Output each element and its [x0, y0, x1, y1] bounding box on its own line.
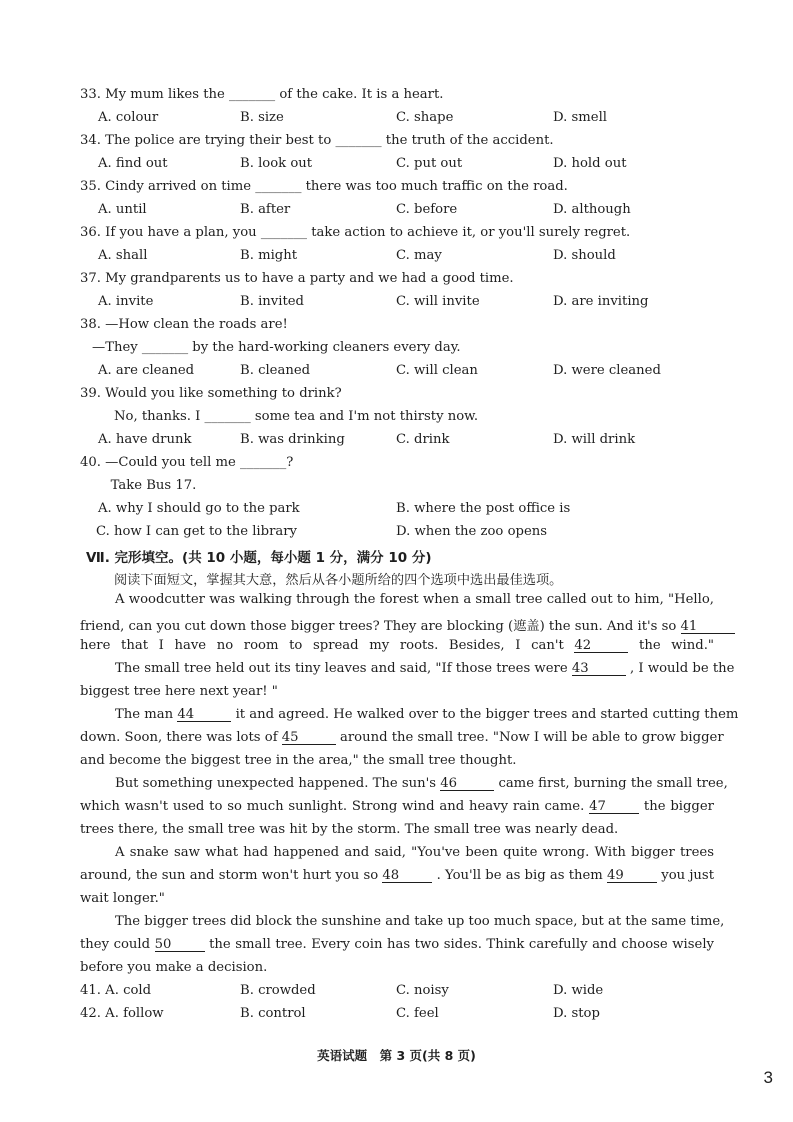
passage-line: A snake saw what had happened and said, "You've been quite wrong. With bigger trees: [115, 845, 714, 860]
option-b: B. size: [240, 110, 284, 125]
option-c: C. drink: [396, 432, 450, 447]
section-instruction: 阅读下面短文，掌握其大意，然后从各小题所给的四个选项中选出最佳选项。: [114, 573, 563, 588]
option-d: D. stop: [553, 1006, 600, 1021]
options-41: [80, 983, 740, 1001]
option-d: D. were cleaned: [553, 363, 661, 378]
passage-text: friend, can you cut down those bigger trees? They are blocking (遮盖) the sun. And it's so: [80, 619, 677, 634]
option-b: B. look out: [240, 156, 313, 171]
question-34: 34. The police are trying their best to _______ the truth of the accident.: [80, 133, 554, 148]
option-a: 41. A. cold: [80, 983, 152, 998]
passage-text: came first, burning the small tree,: [498, 776, 728, 791]
question-36: 36. If you have a plan, you _______ take action to achieve it, or you'll surely regret.: [80, 225, 631, 240]
option-a: A. shall: [98, 248, 148, 263]
option-b: B. after: [240, 202, 291, 217]
option-d: D. should: [553, 248, 616, 263]
option-a: A. invite: [98, 294, 154, 309]
options-38: [98, 363, 738, 381]
option-d: D. are inviting: [553, 294, 649, 309]
passage-text: here that I have no room to spread my roots. Besides, I can't: [80, 638, 564, 653]
option-c: C. will invite: [396, 294, 480, 309]
passage-text: the bigger: [643, 799, 714, 814]
options-37: [98, 294, 738, 312]
options-33: [98, 110, 738, 128]
blank-47: 47: [589, 800, 639, 814]
passage-text: which wasn't used to so much sunlight. Strong wind and heavy rain came.: [80, 799, 585, 814]
option-d: D. smell: [553, 110, 607, 125]
options-42: [80, 1006, 740, 1024]
question-40-reply: Take Bus 17.: [98, 478, 197, 493]
passage-line: [80, 615, 714, 635]
passage-text: they could: [80, 937, 151, 952]
section-title: Ⅶ. 完形填空。(共 10 小题，每小题 1 分，满分 10 分): [86, 550, 432, 566]
question-39: 39. Would you like something to drink?: [80, 386, 342, 401]
option-b: B. invited: [240, 294, 304, 309]
passage-line: A woodcutter was walking through the forest when a small tree called out to him, "Hello,: [115, 592, 714, 607]
options-36: [98, 248, 738, 266]
option-c: C. will clean: [396, 363, 478, 378]
option-a: A. why I should go to the park: [98, 501, 300, 516]
option-a: 42. A. follow: [80, 1006, 164, 1021]
options-35: [98, 202, 738, 220]
option-b: B. where the post office is: [396, 501, 571, 516]
passage-line: and become the biggest tree in the area," the small tree thought.: [80, 753, 517, 768]
question-37: 37. My grandparents us to have a party and we had a good time.: [80, 271, 514, 286]
option-d: D. hold out: [553, 156, 627, 171]
passage-text: The man: [115, 707, 174, 722]
option-c: C. before: [396, 202, 458, 217]
passage-line: [80, 730, 724, 750]
passage-text: the wind.": [639, 638, 714, 653]
blank-50: 50: [155, 938, 205, 952]
option-d: D. although: [553, 202, 631, 217]
option-d: D. will drink: [553, 432, 636, 447]
passage-line: [80, 638, 714, 658]
passage-line: trees there, the small tree was hit by the storm. The small tree was nearly dead.: [80, 822, 619, 837]
option-b: B. was drinking: [240, 432, 345, 447]
passage-line: before you make a decision.: [80, 960, 268, 975]
question-40: 40. —Could you tell me _______?: [80, 455, 294, 470]
option-b: B. control: [240, 1006, 306, 1021]
passage-line: wait longer.": [80, 891, 165, 906]
blank-48: 48: [382, 869, 432, 883]
option-a: A. colour: [98, 110, 159, 125]
passage-line: [80, 799, 714, 819]
blank-44: 44: [177, 708, 231, 722]
passage-text: But something unexpected happened. The sun's: [115, 776, 437, 791]
passage-line: [80, 868, 714, 888]
options-40-row2: [96, 524, 736, 542]
passage-line: biggest tree here next year! ": [80, 684, 278, 699]
option-a: A. have drunk: [98, 432, 192, 447]
passage-line: The bigger trees did block the sunshine and take up too much space, but at the same time,: [115, 914, 725, 929]
passage-text: . You'll be as big as them: [436, 868, 603, 883]
option-c: C. feel: [396, 1006, 439, 1021]
option-b: B. cleaned: [240, 363, 311, 378]
blank-46: 46: [440, 777, 494, 791]
options-34: [98, 156, 738, 174]
passage-text: around the small tree. "Now I will be able to grow bigger: [340, 730, 724, 745]
option-c: C. noisy: [396, 983, 449, 998]
blank-43: 43: [572, 662, 626, 676]
option-b: B. might: [240, 248, 298, 263]
blank-42: 42: [574, 639, 628, 653]
page-footer: 英语试题 第 3 页(共 8 页): [317, 1048, 476, 1063]
passage-text: the small tree. Every coin has two sides. Think carefully and choose wisely: [209, 937, 714, 952]
passage-text: , I would be the: [630, 661, 735, 676]
passage-text: you just: [661, 868, 714, 883]
option-d: D. when the zoo opens: [396, 524, 548, 539]
passage-line: [115, 707, 739, 727]
option-d: D. wide: [553, 983, 604, 998]
passage-text: The small tree held out its tiny leaves and said, "If those trees were: [115, 661, 568, 676]
options-39: [98, 432, 738, 450]
option-c: C. shape: [396, 110, 454, 125]
option-a: A. find out: [98, 156, 168, 171]
question-38: 38. —How clean the roads are!: [80, 317, 288, 332]
option-a: A. are cleaned: [98, 363, 195, 378]
option-c: C. how I can get to the library: [96, 524, 298, 539]
question-38-reply: —They _______ by the hard-working cleaners every day.: [92, 340, 461, 355]
blank-41: 41: [681, 620, 735, 634]
passage-line: [80, 937, 714, 957]
option-c: C. put out: [396, 156, 463, 171]
passage-text: down. Soon, there was lots of: [80, 730, 278, 745]
question-39-reply: No, thanks. I _______ some tea and I'm not thirsty now.: [114, 409, 479, 424]
option-c: C. may: [396, 248, 442, 263]
passage-text: it and agreed. He walked over to the bigger trees and started cutting them: [235, 707, 739, 722]
blank-49: 49: [607, 869, 657, 883]
question-35: 35. Cindy arrived on time _______ there was too much traffic on the road.: [80, 179, 568, 194]
question-33: 33. My mum likes the _______ of the cake. It is a heart.: [80, 87, 444, 102]
page-number: 3: [763, 1068, 773, 1087]
passage-line: [115, 776, 728, 796]
option-a: A. until: [98, 202, 147, 217]
passage-line: [115, 661, 735, 681]
passage-text: around, the sun and storm won't hurt you so: [80, 868, 379, 883]
option-b: B. crowded: [240, 983, 316, 998]
blank-45: 45: [282, 731, 336, 745]
options-40-row1: [98, 501, 738, 519]
